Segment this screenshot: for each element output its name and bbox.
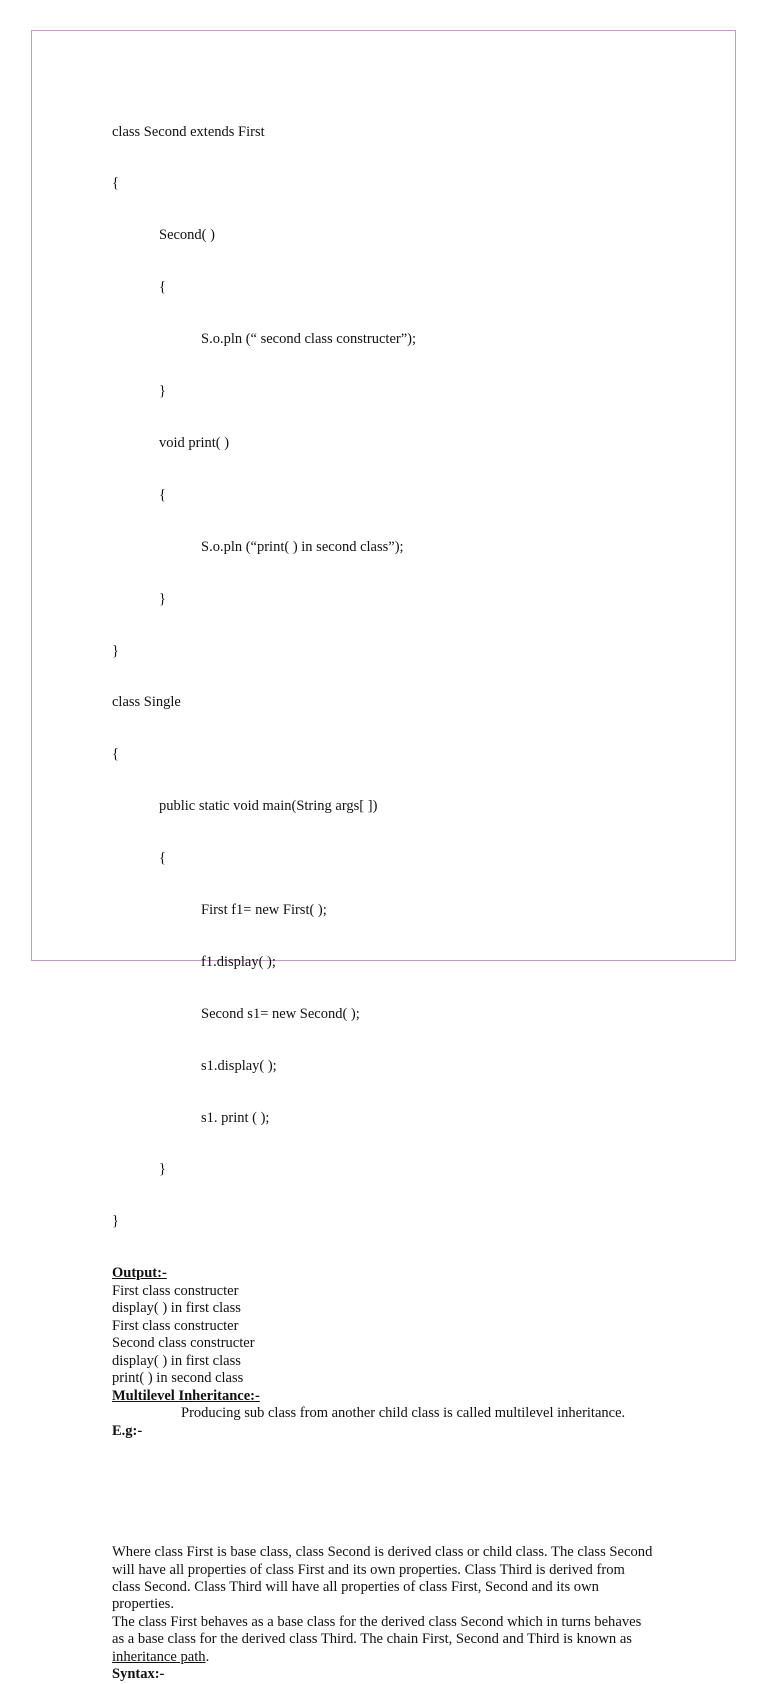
multilevel-inheritance-heading: Multilevel Inheritance:- xyxy=(112,1387,260,1404)
code-line: Second s1= new Second( ); xyxy=(201,1005,360,1022)
output-line: display( ) in first class xyxy=(112,1352,241,1369)
explanation-paragraph-2-text-before: The class First behaves as a base class for the derived class Second which in turns behaves as a base class for the derived class Third. The chain First, Second and Third is known as xyxy=(112,1613,642,1648)
output-heading: Output:- xyxy=(112,1265,167,1282)
code-line: public static void main(String args[ ]) xyxy=(159,798,378,815)
output-line: First class constructer xyxy=(112,1317,239,1334)
code-line: S.o.pln (“print( ) in second class”); xyxy=(201,538,404,555)
code-line: { xyxy=(159,279,166,296)
code-line: s1. print ( ); xyxy=(201,1109,270,1126)
code-line: } xyxy=(159,590,166,607)
code-line: S.o.pln (“ second class constructer”); xyxy=(201,331,417,348)
code-line: { xyxy=(112,175,119,192)
code-line: void print( ) xyxy=(159,434,230,451)
code-line: { xyxy=(159,486,166,503)
output-line: print( ) in second class xyxy=(112,1370,244,1387)
code-line: class Single xyxy=(112,694,181,711)
page-sheet xyxy=(31,30,736,1683)
inheritance-diagram-placeholder xyxy=(112,1440,657,1544)
code-line: f1.display( ); xyxy=(201,953,276,970)
syntax-heading: Syntax:- xyxy=(112,1666,165,1683)
code-line: First f1= new First( ); xyxy=(201,901,327,918)
code-line: { xyxy=(159,850,166,867)
explanation-paragraph-2 xyxy=(112,1614,653,1666)
code-line: s1.display( ); xyxy=(201,1057,277,1074)
code-line: } xyxy=(159,1161,166,1178)
code-line: } xyxy=(112,1213,119,1230)
multilevel-inheritance-definition: Producing sub class from another child class is called multilevel inheritance. xyxy=(181,1405,626,1422)
explanation-paragraph-2-text-after: . xyxy=(205,1648,210,1665)
code-line: { xyxy=(112,746,119,763)
explanation-paragraph-1: Where class First is base class, class Second is derived class or child class. The class Second will have all properties of class First and its own properties. Class Third is derived from class Second. Class Third will have all properties of class First, Second and its own properties. xyxy=(112,1544,653,1613)
output-line: Second class constructer xyxy=(112,1335,255,1352)
code-line: } xyxy=(112,642,119,659)
example-label: E.g:- xyxy=(112,1422,143,1439)
code-line: } xyxy=(159,383,166,400)
code-block-second-single xyxy=(112,89,657,1265)
document-content xyxy=(112,89,657,1684)
code-line: class Second extends First xyxy=(112,123,265,140)
code-line: Second( ) xyxy=(159,227,215,244)
inheritance-path-term: inheritance path xyxy=(112,1648,206,1665)
output-line: display( ) in first class xyxy=(112,1300,241,1317)
output-line: First class constructer xyxy=(112,1282,239,1299)
